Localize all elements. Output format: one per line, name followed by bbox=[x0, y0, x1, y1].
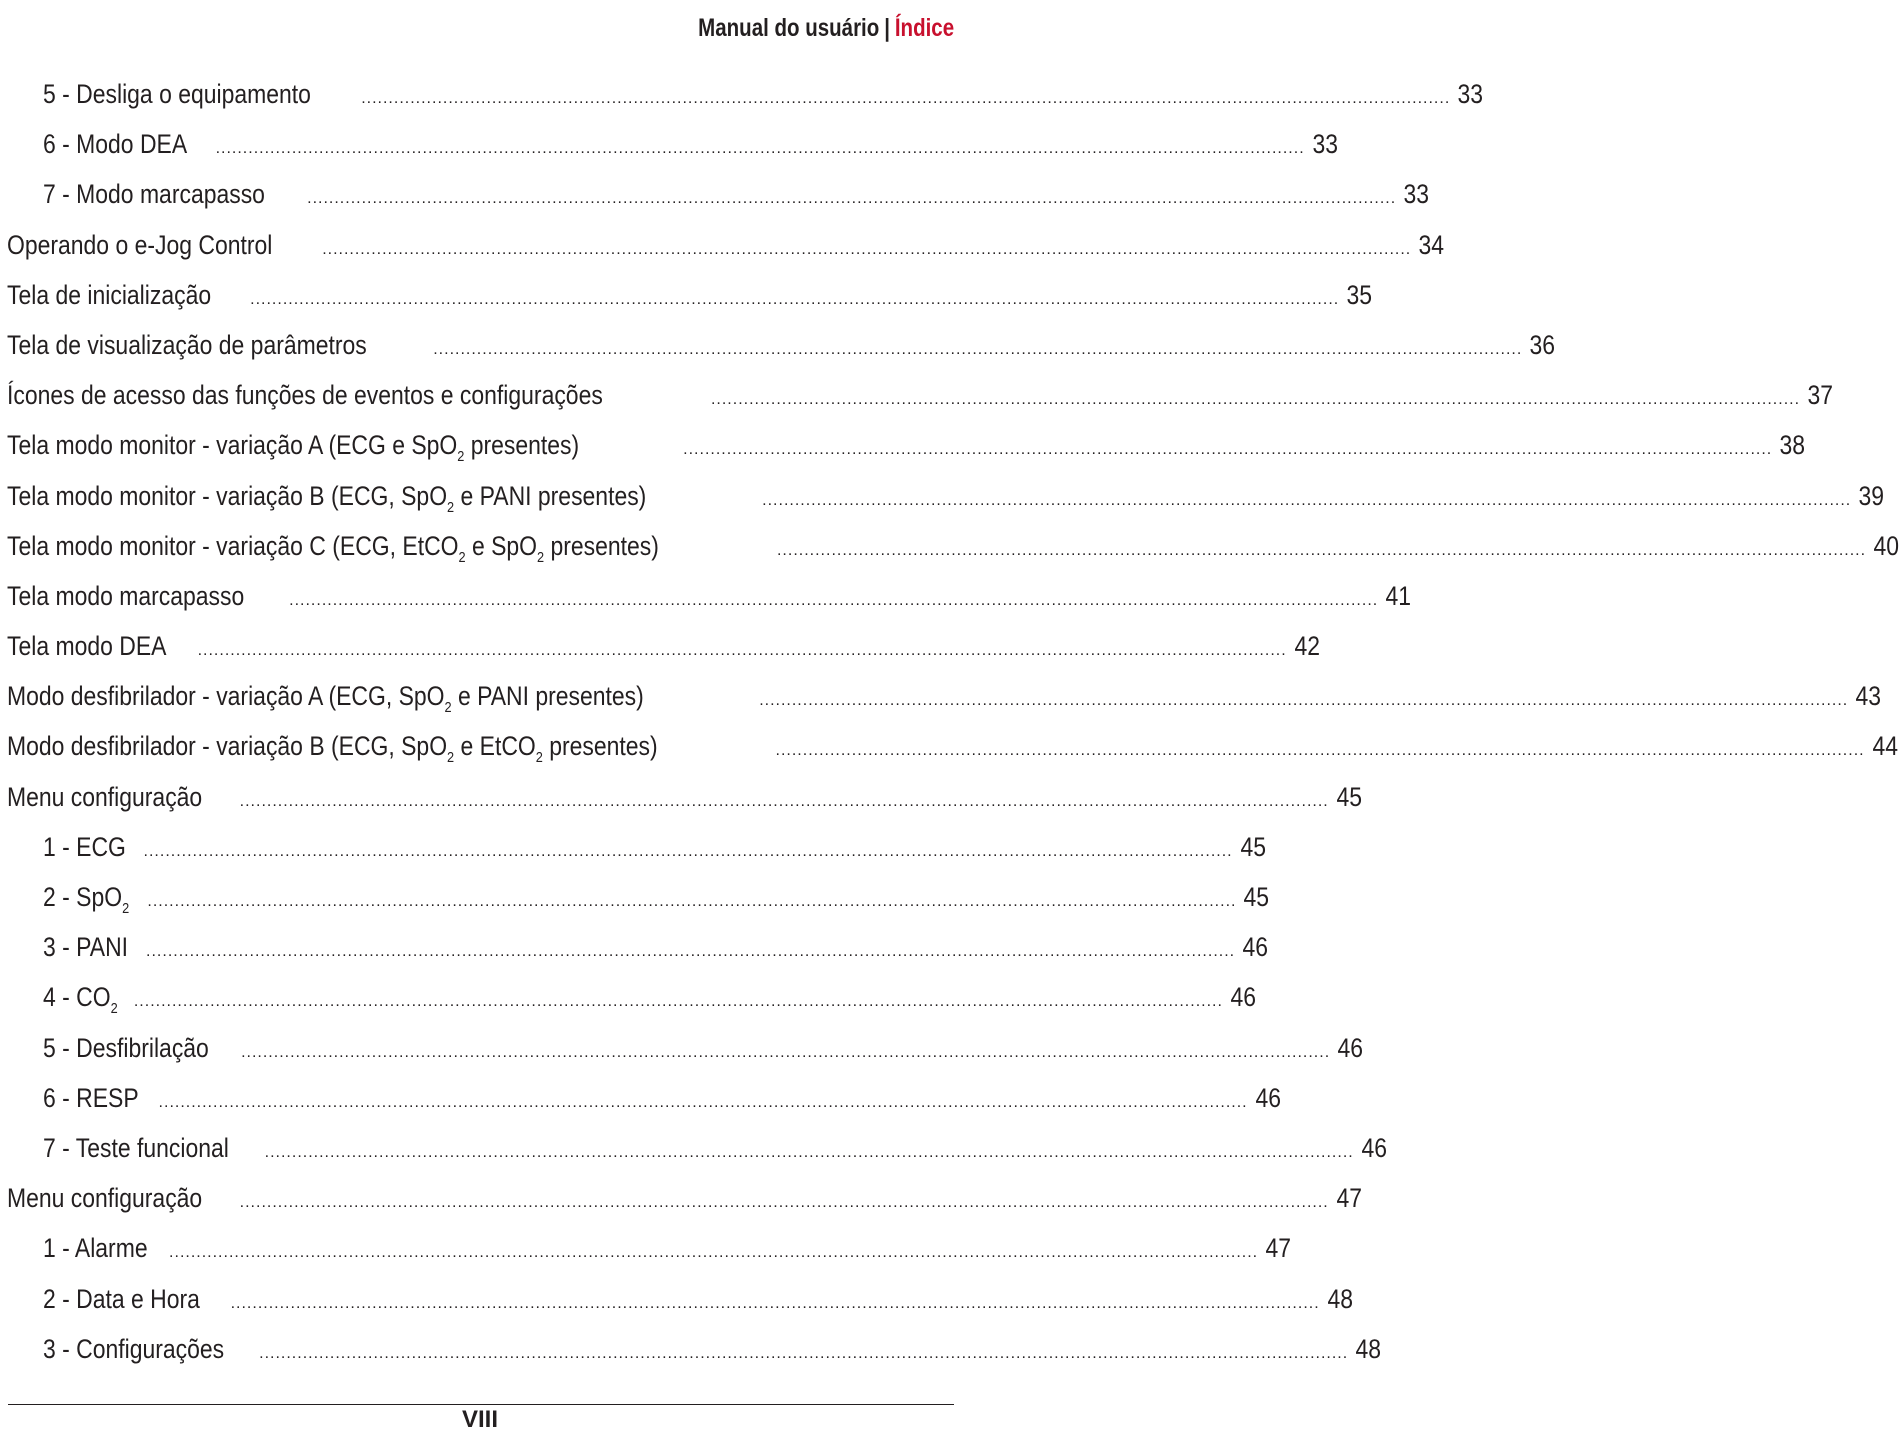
title-text: Tela de visualização de parâmetros bbox=[7, 329, 367, 360]
toc-entry[interactable] bbox=[7, 74, 1484, 124]
toc-entry-page: 46 bbox=[1337, 1032, 1364, 1063]
toc-entry-page: 33 bbox=[1403, 179, 1430, 210]
toc-entry[interactable] bbox=[7, 626, 1320, 676]
dot-leader: ........................................................................................................................................................................................................ bbox=[759, 692, 1849, 710]
title-text: presentes) bbox=[542, 731, 658, 762]
dot-leader: ........................................................................................................................................................................................................ bbox=[361, 90, 1451, 107]
toc-entry-page: 46 bbox=[1230, 982, 1256, 1013]
toc-entry-page: 46 bbox=[1361, 1132, 1387, 1163]
title-text: Tela de inicialização bbox=[7, 279, 212, 310]
title-text: 7 - Modo marcapasso bbox=[43, 179, 265, 210]
toc-entry[interactable] bbox=[7, 777, 1362, 827]
toc-entry-page: 37 bbox=[1807, 380, 1834, 411]
toc-entry-page: 43 bbox=[1855, 681, 1882, 712]
toc-entry[interactable] bbox=[7, 225, 1445, 275]
subscript: 2 bbox=[110, 1000, 118, 1018]
toc-entry-page: 42 bbox=[1294, 631, 1320, 662]
title-text: Tela modo DEA bbox=[7, 631, 167, 662]
toc-entry[interactable] bbox=[7, 576, 1412, 626]
toc-entry-title bbox=[7, 325, 367, 365]
toc-entry-title bbox=[43, 1279, 200, 1319]
title-text: 2 - Data e Hora bbox=[43, 1283, 200, 1314]
toc-entry-page: 46 bbox=[1242, 932, 1269, 963]
toc-entry-page: 41 bbox=[1385, 580, 1412, 611]
title-text: Tela modo monitor - variação B (ECG, SpO bbox=[7, 480, 448, 511]
dot-leader: ........................................................................................................................................................................................................ bbox=[710, 391, 1801, 409]
toc-entry-page: 44 bbox=[1872, 731, 1898, 762]
dot-leader: ........................................................................................................................................................................................................ bbox=[289, 591, 1379, 609]
toc-entry-page: 36 bbox=[1529, 329, 1556, 360]
dot-leader: ........................................................................................................................................................................................................ bbox=[776, 541, 1867, 559]
dot-leader: ........................................................................................................................................................................................................ bbox=[322, 240, 1412, 258]
title-text: 7 - Teste funcional bbox=[43, 1132, 229, 1163]
title-text: 1 - Alarme bbox=[43, 1233, 148, 1264]
dot-leader: ........................................................................................................................................................................................................ bbox=[146, 943, 1236, 961]
toc-entry-title bbox=[43, 1228, 148, 1268]
toc-entry[interactable] bbox=[7, 1178, 1362, 1228]
title-text: 6 - Modo DEA bbox=[43, 129, 188, 160]
dot-leader: ........................................................................................................................................................................................................ bbox=[239, 1194, 1329, 1212]
toc-entry[interactable] bbox=[7, 1329, 1382, 1379]
toc-entry[interactable] bbox=[7, 375, 1834, 425]
toc-entry[interactable] bbox=[7, 1279, 1353, 1329]
toc-entry-page: 33 bbox=[1312, 129, 1338, 160]
title-text: e EtCO bbox=[454, 731, 536, 762]
toc-entry-title bbox=[43, 1078, 139, 1118]
title-text: Menu configuração bbox=[7, 781, 203, 812]
toc-entry[interactable] bbox=[7, 827, 1266, 877]
toc-entry-page: 35 bbox=[1346, 279, 1373, 310]
dot-leader: ........................................................................................................................................................................................................ bbox=[143, 842, 1233, 860]
toc-entry-title bbox=[7, 1178, 202, 1218]
dot-leader: ........................................................................................................................................................................................................ bbox=[307, 190, 1397, 208]
subscript: 2 bbox=[537, 548, 545, 566]
page-number: VIII bbox=[461, 1406, 498, 1433]
toc-entry-page: 48 bbox=[1355, 1333, 1382, 1364]
toc-entry-page: 48 bbox=[1327, 1283, 1353, 1314]
toc-entry-title bbox=[7, 526, 659, 566]
toc-entry-title bbox=[7, 476, 646, 516]
dot-leader: ........................................................................................................................................................................................................ bbox=[133, 993, 1223, 1011]
toc-entry[interactable] bbox=[7, 726, 1898, 776]
toc-entry[interactable] bbox=[7, 927, 1269, 977]
toc-entry-title bbox=[7, 726, 658, 766]
title-text: 3 - PANI bbox=[43, 932, 129, 963]
toc-entry-title bbox=[43, 877, 129, 917]
toc-entry-title bbox=[43, 927, 128, 967]
title-text: Ícones de acesso das funções de eventos e configurações bbox=[7, 380, 603, 411]
title-text: e PANI presentes) bbox=[454, 480, 647, 511]
dot-leader: ........................................................................................................................................................................................................ bbox=[259, 1344, 1349, 1362]
subscript: 2 bbox=[535, 749, 543, 767]
toc-entry-title bbox=[7, 626, 166, 666]
toc-entry-page: 46 bbox=[1255, 1082, 1281, 1113]
toc-entry-page: 34 bbox=[1418, 229, 1445, 260]
dot-leader: ........................................................................................................................................................................................................ bbox=[239, 792, 1329, 810]
title-text: e SpO bbox=[465, 530, 538, 561]
dot-leader: ........................................................................................................................................................................................................ bbox=[250, 290, 1340, 308]
toc-entry[interactable] bbox=[7, 174, 1430, 224]
header-separator: | bbox=[884, 14, 890, 42]
toc-entry[interactable] bbox=[7, 1128, 1387, 1178]
running-header bbox=[698, 14, 954, 43]
toc-entry[interactable] bbox=[7, 1078, 1281, 1128]
title-text: Operando o e-Jog Control bbox=[7, 229, 273, 260]
dot-leader: ........................................................................................................................................................................................................ bbox=[683, 441, 1773, 459]
toc-entry[interactable] bbox=[7, 877, 1270, 927]
toc-entry-page: 38 bbox=[1779, 430, 1806, 461]
toc-entry[interactable] bbox=[7, 275, 1373, 325]
title-text: Tela modo monitor - variação C (ECG, EtCO bbox=[7, 530, 459, 561]
title-text: Modo desfibrilador - variação B (ECG, SpO bbox=[7, 731, 448, 762]
footer-rule bbox=[8, 1404, 954, 1405]
toc-entry-page: 45 bbox=[1336, 781, 1362, 812]
title-text: 3 - Configurações bbox=[43, 1333, 225, 1364]
toc-entry-title bbox=[43, 74, 311, 114]
toc-entry-page: 40 bbox=[1873, 530, 1899, 561]
title-text: 4 - CO bbox=[43, 982, 111, 1013]
toc-entry-title bbox=[43, 1329, 224, 1369]
dot-leader: ........................................................................................................................................................................................................ bbox=[230, 1294, 1320, 1312]
title-text: Tela modo marcapasso bbox=[7, 580, 245, 611]
table-of-contents bbox=[7, 74, 1899, 1379]
toc-entry[interactable] bbox=[7, 676, 1882, 726]
subscript: 2 bbox=[447, 749, 455, 767]
dot-leader: ........................................................................................................................................................................................................ bbox=[762, 491, 1852, 509]
toc-entry[interactable] bbox=[7, 124, 1338, 174]
title-text: 1 - ECG bbox=[43, 831, 126, 862]
toc-entry[interactable] bbox=[7, 1228, 1292, 1278]
toc-entry-page: 47 bbox=[1336, 1183, 1362, 1214]
title-text: Menu configuração bbox=[7, 1183, 203, 1214]
dot-leader: ........................................................................................................................................................................................................ bbox=[433, 340, 1523, 358]
dot-leader: ........................................................................................................................................................................................................ bbox=[775, 742, 1865, 760]
title-text: 6 - RESP bbox=[43, 1082, 139, 1113]
toc-entry-page: 33 bbox=[1457, 79, 1484, 109]
title-text: 5 - Desfibrilação bbox=[43, 1032, 209, 1063]
subscript: 2 bbox=[457, 448, 465, 466]
toc-entry-title bbox=[43, 124, 187, 164]
toc-entry-title bbox=[7, 576, 244, 616]
toc-entry[interactable] bbox=[7, 425, 1806, 475]
title-text: Tela modo monitor - variação A (ECG e SpO bbox=[7, 430, 458, 461]
dot-leader: ........................................................................................................................................................................................................ bbox=[197, 642, 1287, 660]
toc-entry[interactable] bbox=[7, 977, 1256, 1027]
title-text: e PANI presentes) bbox=[451, 681, 644, 712]
toc-entry-title bbox=[7, 676, 644, 716]
dot-leader: ........................................................................................................................................................................................................ bbox=[158, 1093, 1248, 1111]
title-text: presentes) bbox=[544, 530, 659, 561]
toc-entry-title bbox=[7, 375, 603, 415]
toc-entry-title bbox=[7, 225, 272, 265]
toc-entry[interactable] bbox=[7, 476, 1885, 526]
section-title: Índice bbox=[894, 14, 954, 42]
manual-title: Manual do usuário bbox=[698, 14, 880, 42]
dot-leader: ........................................................................................................................................................................................................ bbox=[241, 1043, 1331, 1061]
toc-entry-page: 45 bbox=[1240, 831, 1266, 862]
toc-entry-page: 47 bbox=[1265, 1233, 1292, 1264]
dot-leader: ........................................................................................................................................................................................................ bbox=[147, 893, 1237, 910]
subscript: 2 bbox=[458, 548, 466, 566]
toc-entry[interactable] bbox=[7, 526, 1899, 576]
toc-entry[interactable] bbox=[7, 325, 1556, 375]
title-text: 5 - Desliga o equipamento bbox=[43, 79, 311, 109]
dot-leader: ........................................................................................................................................................................................................ bbox=[215, 140, 1305, 158]
toc-entry-page: 45 bbox=[1243, 882, 1270, 912]
dot-leader: ........................................................................................................................................................................................................ bbox=[264, 1143, 1354, 1161]
toc-entry-title bbox=[43, 977, 118, 1017]
title-text: 2 - SpO bbox=[43, 882, 123, 912]
toc-entry-title bbox=[7, 275, 211, 315]
toc-entry-title bbox=[7, 425, 579, 465]
toc-entry-title bbox=[7, 777, 202, 817]
toc-entry[interactable] bbox=[7, 1028, 1364, 1078]
dot-leader: ........................................................................................................................................................................................................ bbox=[169, 1244, 1259, 1262]
subscript: 2 bbox=[447, 498, 455, 516]
title-text: Modo desfibrilador - variação A (ECG, SpO bbox=[7, 681, 445, 712]
toc-entry-title bbox=[43, 174, 265, 214]
toc-entry-title bbox=[43, 1128, 229, 1168]
toc-entry-page: 39 bbox=[1858, 480, 1885, 511]
toc-entry-title bbox=[43, 827, 126, 867]
title-text: presentes) bbox=[464, 430, 580, 461]
subscript: 2 bbox=[122, 900, 130, 917]
subscript: 2 bbox=[444, 699, 452, 717]
toc-entry-title bbox=[43, 1028, 209, 1068]
